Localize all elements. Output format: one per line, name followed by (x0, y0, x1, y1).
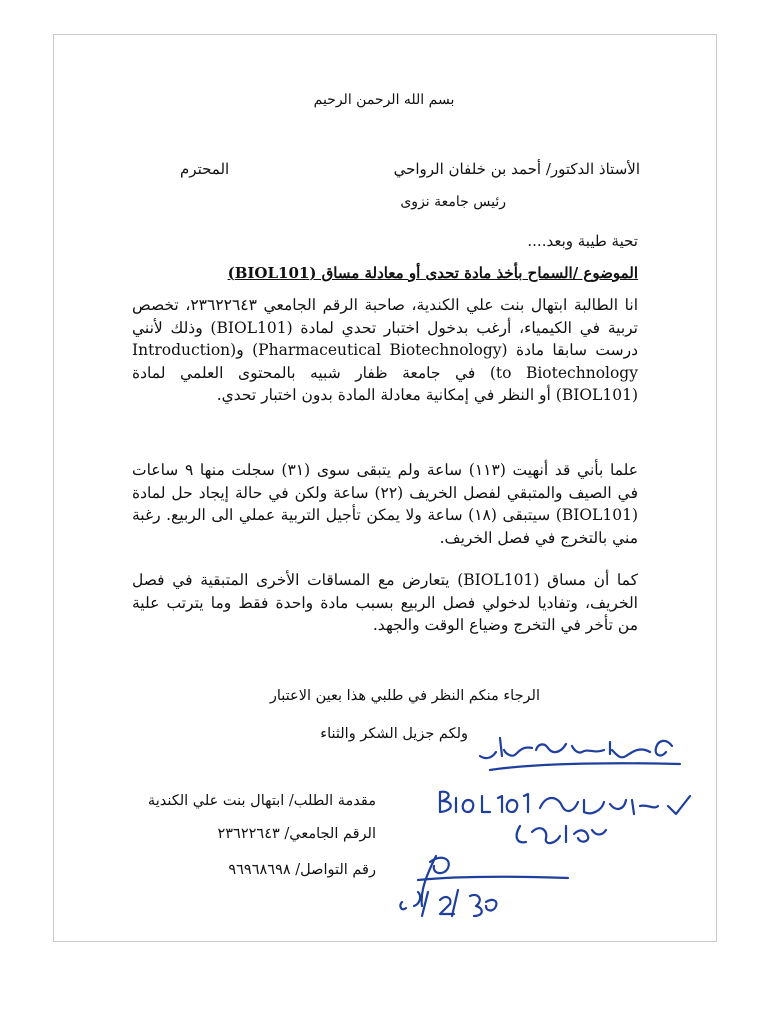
student-id: الرقم الجامعي/ ٢٣٦٢٢٦٤٣ (217, 826, 376, 842)
paragraph-conflict: كما أن مساق (BIOL101) يتعارض مع المساقات الأخرى المتبقية في فصل الخريف، وتفاديا لدخولي فصل الربيع بسبب مادة واحدة فقط وما يترتب علية من تأخر في التخرج وضياع الوقت والجهد. (132, 571, 638, 634)
greeting: تحية طيبة وبعد.... (527, 232, 638, 250)
addressee-honorific: المحترم (180, 160, 230, 178)
addressee-name: الأستاذ الدكتور/ أحمد بن خلفان الرواحي (393, 160, 640, 178)
addressee-title: رئيس جامعة نزوى (400, 194, 506, 210)
basmala: بسم الله الرحمن الرحيم (313, 92, 455, 108)
closing-request: الرجاء منكم النظر في طلبي هذا بعين الاعتبار (269, 688, 540, 704)
submitter-name: مقدمة الطلب/ ابتهال بنت علي الكندية (147, 793, 376, 809)
subject-line: الموضوع /السماح بأخذ مادة تحدى أو معادلة مساق (BIOL101) (227, 264, 638, 282)
closing-thanks: ولكم جزيل الشكر والثناء (320, 726, 468, 742)
paragraph-hours: علما بأني قد أنهيت (١١٣) ساعة ولم يتبقى سوى (٣١) سجلت منها ٩ ساعات في الصيف والمتبقي لفصل الخريف (٢٢) ساعة ولكن في حالة إيجاد حل لمادة (BIOL101) سيتبقى (١٨) ساعة ولا يمكن تأجيل التربية عملي الى الربيع. رغبة مني بالتخرج في فصل الخريف. (132, 461, 639, 547)
contact-phone: رقم التواصل/ ٩٦٩٦٨٦٩٨ (228, 862, 376, 878)
paragraph-request: انا الطالبة ابتهال بنت علي الكندية، صاحبة الرقم الجامعي ٢٣٦٢٢٦٤٣، تخصص تربية في الكيمياء، أرغب بدخول اختبار تحدي لمادة (BIOL101) وذلك لأنني درست سابقا مادة (Pharmaceutical Biotechnology) و(Introduction to Biotechnology) في جامعة ظفار شبيه بالمحتوى العلمي لمادة (BIOL101) أو النظر في إمكانية معادلة المادة بدون اختبار تحدي. (132, 296, 639, 404)
